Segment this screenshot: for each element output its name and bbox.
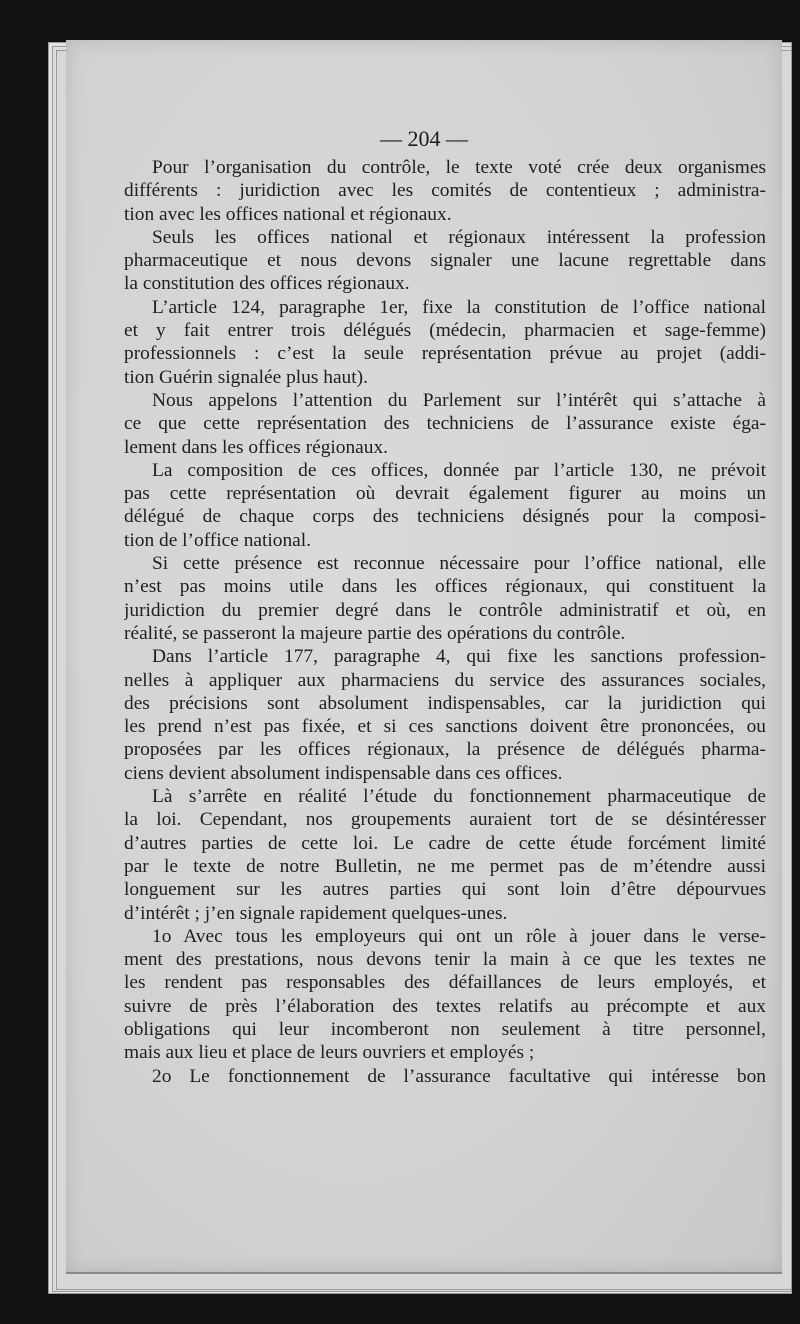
text-line: les rendent pas responsables des défaillances de leurs employés, et [124,972,766,994]
text-line: lement dans les offices régionaux. [124,436,389,458]
text-line: Si cette présence est reconnue nécessaire pour l’office national, elle [152,553,766,575]
body-text [124,156,766,1088]
text-line: les prend n’est pas fixée, et si ces sanctions doivent être prononcées, ou [124,716,766,738]
text-line: longuement sur les autres parties qui sont loin d’être dépourvues [124,879,766,901]
text-line: pharmaceutique et nous devons signaler une lacune regrettable dans [124,250,766,272]
text-line: par le texte de notre Bulletin, ne me permet pas de m’étendre aussi [124,855,766,877]
text-line: ce que cette représentation des techniciens de l’assurance existe éga- [124,413,766,435]
text-line: pas cette représentation où devrait également figurer au moins un [124,483,766,505]
text-line: Nous appelons l’attention du Parlement sur l’intérêt qui s’attache à [152,389,766,411]
text-line: délégué de chaque corps des techniciens désignés pour la composi- [124,506,766,528]
page-bottom-edge [66,1272,782,1274]
text-line: L’article 124, paragraphe 1er, fixe la constitution de l’office national [152,296,766,318]
text-line: 1o Avec tous les employeurs qui ont un rôle à jouer dans le verse- [152,925,766,947]
text-line: d’intérêt ; j’en signale rapidement quelques-unes. [124,902,508,924]
text-line: nelles à appliquer aux pharmaciens du service des assurances sociales, [124,669,766,691]
page-number: — 204 — [380,126,468,151]
text-line: professionnels : c’est la seule représentation prévue au projet (addi- [124,343,766,365]
text-line: la constitution des offices régionaux. [124,273,410,295]
text-line: et y fait entrer trois délégués (médecin, pharmacien et sage-femme) [124,320,766,342]
text-line: Seuls les offices national et régionaux intéressent la profession [152,226,766,248]
text-line: la loi. Cependant, nos groupements auraient tort de se désintéresser [124,809,766,831]
text-line: des précisions sont absolument indispensables, car la juridiction qui [124,692,766,714]
text-line: Pour l’organisation du contrôle, le texte voté crée deux organismes [152,157,766,178]
text-line: suivre de près l’élaboration des textes relatifs au précompte et aux [124,995,766,1017]
text-line: tion de l’office national. [124,529,312,551]
text-line: réalité, se passeront la majeure partie des opérations du contrôle. [124,622,626,644]
text-line: n’est pas moins utile dans les offices régionaux, qui constituent la [124,576,766,598]
text-line: d’autres parties de cette loi. Le cadre de cette étude forcément limité [124,832,766,854]
text-line: Là s’arrête en réalité l’étude du fonctionnement pharmaceutique de [152,786,766,808]
text-line: différents : juridiction avec les comités de contentieux ; administra- [124,180,766,202]
text-line: Dans l’article 177, paragraphe 4, qui fixe les sanctions profession- [152,646,766,668]
text-line: ment des prestations, nous devons tenir la main à ce que les textes ne [124,949,766,971]
text-line: 2o Le fonctionnement de l’assurance facultative qui intéresse bon [152,1065,766,1087]
text-line: tion avec les offices national et régionaux. [124,203,452,225]
text-line: obligations qui leur incomberont non seulement à titre personnel, [124,1018,766,1040]
text-line: juridiction du premier degré dans le contrôle administratif et où, en [124,599,766,621]
text-line: La composition de ces offices, donnée par l’article 130, ne prévoit [152,459,766,481]
text-line: ciens devient absolument indispensable dans ces offices. [124,762,563,784]
text-line: tion Guérin signalée plus haut). [124,366,368,388]
text-line: proposées par les offices régionaux, la présence de délégués pharma- [124,739,766,761]
text-line: mais aux lieu et place de leurs ouvriers et employés ; [124,1042,535,1064]
